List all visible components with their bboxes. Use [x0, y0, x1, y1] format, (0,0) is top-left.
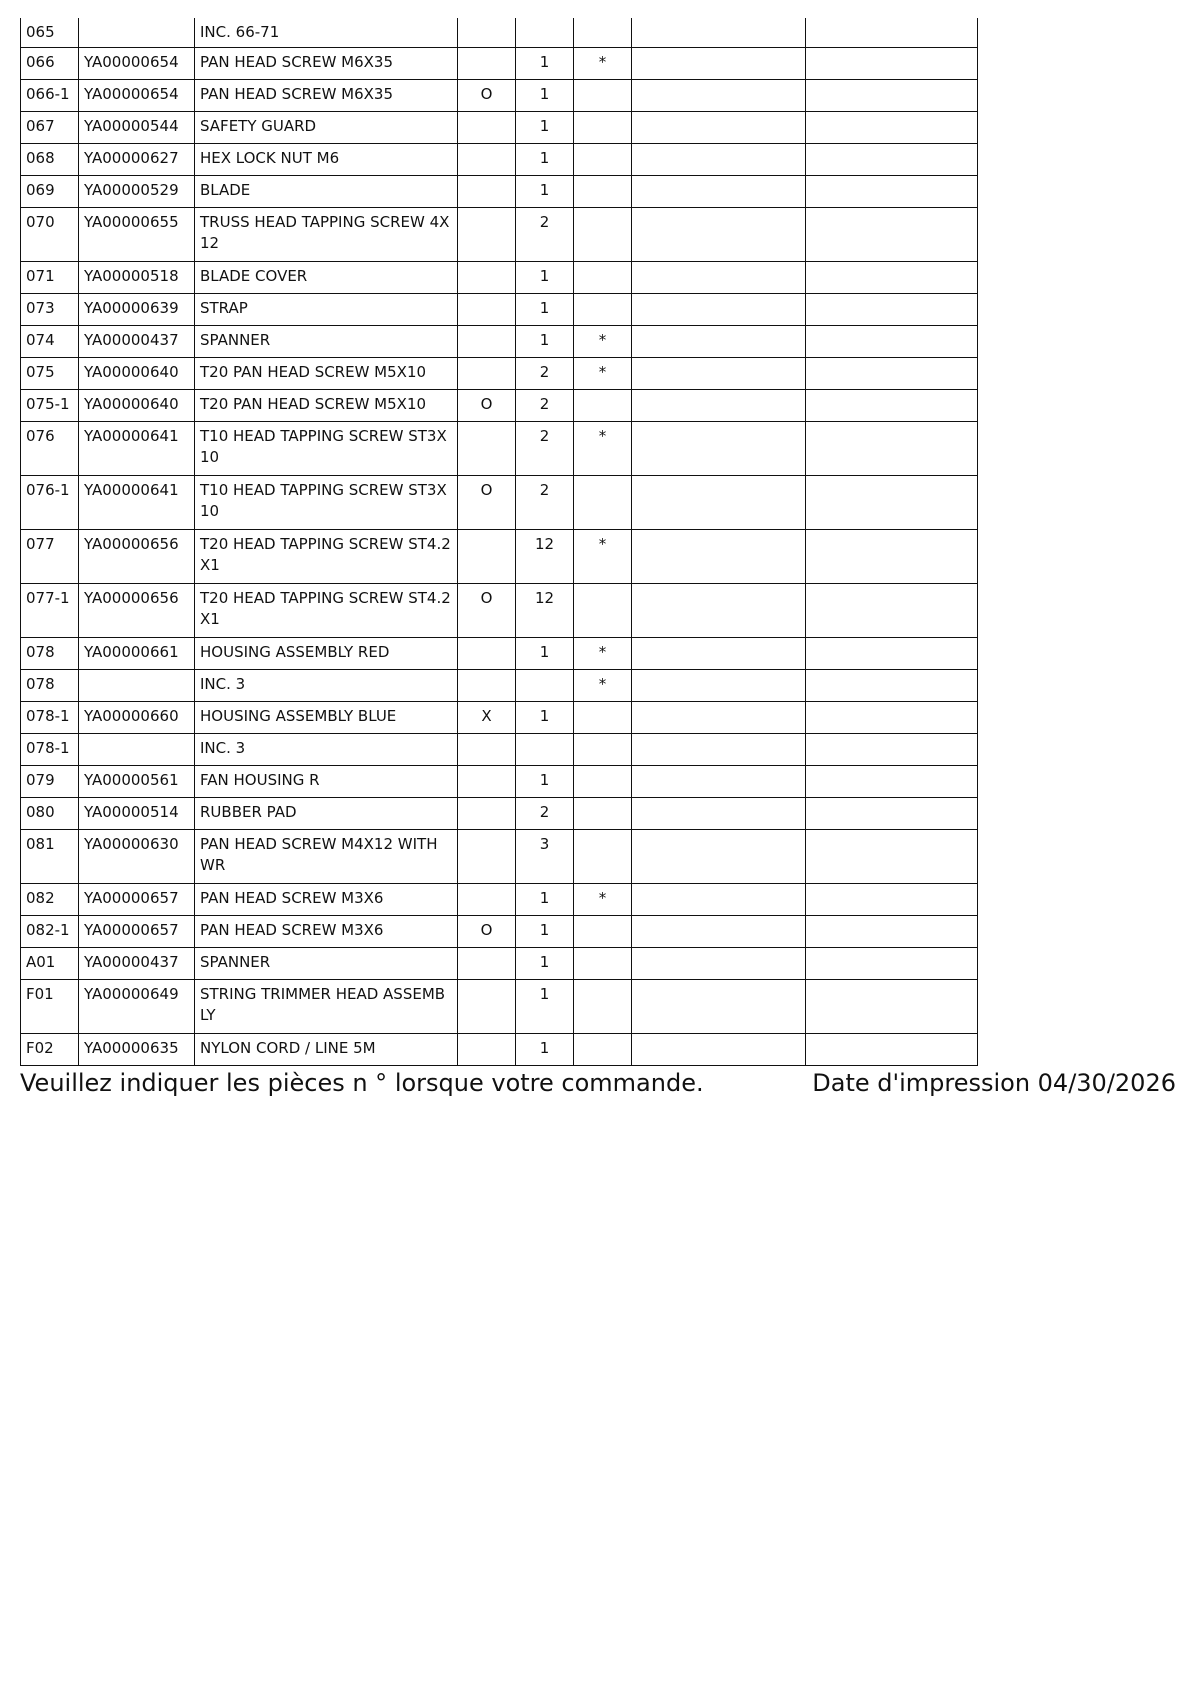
description-cell: T20 PAN HEAD SCREW M5X10 [195, 358, 458, 390]
option-cell [458, 980, 516, 1034]
blank-cell-b [806, 980, 978, 1034]
blank-cell-a [632, 584, 806, 638]
blank-cell-a [632, 358, 806, 390]
blank-cell-b [806, 176, 978, 208]
quantity-cell: 1 [516, 916, 574, 948]
quantity-cell [516, 734, 574, 766]
table-row [21, 262, 978, 294]
quantity-cell: 1 [516, 262, 574, 294]
order-instruction-note: Veuillez indiquer les pièces n ° lorsque votre commande. [20, 1069, 704, 1097]
blank-cell-b [806, 1034, 978, 1066]
item-number-cell: 066 [21, 48, 79, 80]
mark-cell [574, 294, 632, 326]
option-cell [458, 798, 516, 830]
blank-cell-b [806, 948, 978, 980]
blank-cell-a [632, 262, 806, 294]
blank-cell-a [632, 638, 806, 670]
item-number-cell: 076-1 [21, 476, 79, 530]
description-cell: T10 HEAD TAPPING SCREW ST3X10 [195, 476, 458, 530]
mark-cell [574, 702, 632, 734]
option-cell: O [458, 476, 516, 530]
quantity-cell: 2 [516, 208, 574, 262]
blank-cell-a [632, 884, 806, 916]
blank-cell-a [632, 766, 806, 798]
quantity-cell: 1 [516, 112, 574, 144]
part-number-cell: YA00000518 [79, 262, 195, 294]
part-number-cell: YA00000656 [79, 530, 195, 584]
quantity-cell: 2 [516, 422, 574, 476]
table-row [21, 1034, 978, 1066]
option-cell: O [458, 390, 516, 422]
description-cell: T10 HEAD TAPPING SCREW ST3X10 [195, 422, 458, 476]
blank-cell-a [632, 80, 806, 112]
table-row [21, 530, 978, 584]
item-number-cell: 067 [21, 112, 79, 144]
table-row [21, 584, 978, 638]
blank-cell-b [806, 476, 978, 530]
mark-cell [574, 18, 632, 48]
part-number-cell: YA00000649 [79, 980, 195, 1034]
mark-cell [574, 80, 632, 112]
quantity-cell: 12 [516, 530, 574, 584]
blank-cell-b [806, 326, 978, 358]
part-number-cell: YA00000657 [79, 884, 195, 916]
parts-table [20, 18, 978, 1066]
item-number-cell: 076 [21, 422, 79, 476]
item-number-cell: A01 [21, 948, 79, 980]
item-number-cell: 078-1 [21, 702, 79, 734]
part-number-cell: YA00000544 [79, 112, 195, 144]
part-number-cell: YA00000635 [79, 1034, 195, 1066]
item-number-cell: 082-1 [21, 916, 79, 948]
option-cell [458, 358, 516, 390]
table-row [21, 144, 978, 176]
mark-cell: * [574, 48, 632, 80]
blank-cell-b [806, 830, 978, 884]
option-cell [458, 766, 516, 798]
quantity-cell: 2 [516, 358, 574, 390]
blank-cell-b [806, 294, 978, 326]
item-number-cell: 070 [21, 208, 79, 262]
option-cell: X [458, 702, 516, 734]
blank-cell-a [632, 294, 806, 326]
option-cell [458, 294, 516, 326]
item-number-cell: 078 [21, 638, 79, 670]
blank-cell-a [632, 734, 806, 766]
item-number-cell: 077-1 [21, 584, 79, 638]
mark-cell [574, 948, 632, 980]
part-number-cell: YA00000641 [79, 476, 195, 530]
blank-cell-b [806, 798, 978, 830]
blank-cell-b [806, 112, 978, 144]
item-number-cell: 078-1 [21, 734, 79, 766]
part-number-cell: YA00000630 [79, 830, 195, 884]
blank-cell-a [632, 112, 806, 144]
blank-cell-a [632, 948, 806, 980]
item-number-cell: 073 [21, 294, 79, 326]
part-number-cell: YA00000657 [79, 916, 195, 948]
option-cell [458, 884, 516, 916]
quantity-cell: 1 [516, 48, 574, 80]
blank-cell-b [806, 422, 978, 476]
mark-cell [574, 980, 632, 1034]
blank-cell-b [806, 358, 978, 390]
blank-cell-a [632, 1034, 806, 1066]
blank-cell-b [806, 884, 978, 916]
mark-cell: * [574, 670, 632, 702]
blank-cell-a [632, 798, 806, 830]
mark-cell [574, 734, 632, 766]
table-row [21, 176, 978, 208]
part-number-cell [79, 734, 195, 766]
quantity-cell: 2 [516, 476, 574, 530]
part-number-cell: YA00000640 [79, 390, 195, 422]
blank-cell-a [632, 326, 806, 358]
part-number-cell: YA00000640 [79, 358, 195, 390]
blank-cell-b [806, 766, 978, 798]
blank-cell-b [806, 390, 978, 422]
part-number-cell: YA00000641 [79, 422, 195, 476]
table-row [21, 80, 978, 112]
mark-cell [574, 390, 632, 422]
item-number-cell: F01 [21, 980, 79, 1034]
blank-cell-a [632, 530, 806, 584]
description-cell: T20 HEAD TAPPING SCREW ST4.2X1 [195, 584, 458, 638]
item-number-cell: 081 [21, 830, 79, 884]
table-row [21, 422, 978, 476]
table-row [21, 766, 978, 798]
quantity-cell: 1 [516, 144, 574, 176]
description-cell: T20 PAN HEAD SCREW M5X10 [195, 390, 458, 422]
mark-cell [574, 476, 632, 530]
option-cell: O [458, 916, 516, 948]
option-cell [458, 176, 516, 208]
option-cell [458, 1034, 516, 1066]
blank-cell-b [806, 48, 978, 80]
description-cell: INC. 66-71 [195, 18, 458, 48]
mark-cell: * [574, 422, 632, 476]
mark-cell: * [574, 326, 632, 358]
option-cell [458, 422, 516, 476]
description-cell: PAN HEAD SCREW M4X12 WITH WR [195, 830, 458, 884]
blank-cell-b [806, 702, 978, 734]
quantity-cell: 1 [516, 766, 574, 798]
part-number-cell [79, 670, 195, 702]
option-cell [458, 670, 516, 702]
quantity-cell: 1 [516, 638, 574, 670]
quantity-cell: 3 [516, 830, 574, 884]
option-cell [458, 734, 516, 766]
description-cell: INC. 3 [195, 670, 458, 702]
blank-cell-a [632, 48, 806, 80]
table-row [21, 390, 978, 422]
item-number-cell: 080 [21, 798, 79, 830]
description-cell: SPANNER [195, 948, 458, 980]
table-row [21, 294, 978, 326]
description-cell: RUBBER PAD [195, 798, 458, 830]
description-cell: PAN HEAD SCREW M3X6 [195, 916, 458, 948]
description-cell: HOUSING ASSEMBLY BLUE [195, 702, 458, 734]
part-number-cell: YA00000561 [79, 766, 195, 798]
blank-cell-b [806, 530, 978, 584]
mark-cell: * [574, 530, 632, 584]
option-cell [458, 144, 516, 176]
quantity-cell [516, 18, 574, 48]
description-cell: BLADE [195, 176, 458, 208]
option-cell [458, 48, 516, 80]
mark-cell [574, 916, 632, 948]
blank-cell-a [632, 390, 806, 422]
option-cell [458, 112, 516, 144]
blank-cell-b [806, 916, 978, 948]
table-row [21, 702, 978, 734]
part-number-cell: YA00000655 [79, 208, 195, 262]
print-date: Date d'impression 04/30/2026 [812, 1069, 1176, 1097]
blank-cell-b [806, 584, 978, 638]
quantity-cell: 1 [516, 294, 574, 326]
option-cell [458, 208, 516, 262]
table-row [21, 18, 978, 48]
description-cell: PAN HEAD SCREW M6X35 [195, 80, 458, 112]
table-row [21, 798, 978, 830]
part-number-cell [79, 18, 195, 48]
description-cell: HOUSING ASSEMBLY RED [195, 638, 458, 670]
mark-cell [574, 176, 632, 208]
quantity-cell: 12 [516, 584, 574, 638]
description-cell: STRING TRIMMER HEAD ASSEMBLY [195, 980, 458, 1034]
option-cell [458, 830, 516, 884]
blank-cell-b [806, 670, 978, 702]
blank-cell-b [806, 734, 978, 766]
quantity-cell: 1 [516, 176, 574, 208]
table-row [21, 734, 978, 766]
description-cell: NYLON CORD / LINE 5M [195, 1034, 458, 1066]
mark-cell [574, 798, 632, 830]
quantity-cell: 1 [516, 884, 574, 916]
blank-cell-a [632, 916, 806, 948]
mark-cell [574, 766, 632, 798]
part-number-cell: YA00000654 [79, 80, 195, 112]
mark-cell [574, 262, 632, 294]
option-cell [458, 530, 516, 584]
table-row [21, 980, 978, 1034]
option-cell: O [458, 80, 516, 112]
blank-cell-b [806, 80, 978, 112]
blank-cell-b [806, 144, 978, 176]
item-number-cell: 069 [21, 176, 79, 208]
blank-cell-a [632, 476, 806, 530]
description-cell: T20 HEAD TAPPING SCREW ST4.2X1 [195, 530, 458, 584]
part-number-cell: YA00000529 [79, 176, 195, 208]
quantity-cell: 1 [516, 326, 574, 358]
option-cell [458, 948, 516, 980]
blank-cell-a [632, 980, 806, 1034]
item-number-cell: 075-1 [21, 390, 79, 422]
quantity-cell: 1 [516, 702, 574, 734]
quantity-cell: 2 [516, 798, 574, 830]
mark-cell [574, 144, 632, 176]
part-number-cell: YA00000514 [79, 798, 195, 830]
mark-cell: * [574, 638, 632, 670]
item-number-cell: 079 [21, 766, 79, 798]
blank-cell-a [632, 144, 806, 176]
description-cell: TRUSS HEAD TAPPING SCREW 4X12 [195, 208, 458, 262]
table-row [21, 884, 978, 916]
part-number-cell: YA00000437 [79, 948, 195, 980]
item-number-cell: 065 [21, 18, 79, 48]
mark-cell [574, 830, 632, 884]
option-cell [458, 18, 516, 48]
mark-cell [574, 584, 632, 638]
description-cell: PAN HEAD SCREW M3X6 [195, 884, 458, 916]
blank-cell-b [806, 208, 978, 262]
part-number-cell: YA00000660 [79, 702, 195, 734]
parts-table-body [21, 18, 978, 1066]
item-number-cell: 078 [21, 670, 79, 702]
table-row [21, 358, 978, 390]
blank-cell-a [632, 422, 806, 476]
quantity-cell: 2 [516, 390, 574, 422]
option-cell [458, 326, 516, 358]
mark-cell [574, 112, 632, 144]
blank-cell-b [806, 638, 978, 670]
blank-cell-a [632, 18, 806, 48]
table-row [21, 112, 978, 144]
description-cell: PAN HEAD SCREW M6X35 [195, 48, 458, 80]
blank-cell-a [632, 208, 806, 262]
item-number-cell: 075 [21, 358, 79, 390]
table-row [21, 208, 978, 262]
table-row [21, 326, 978, 358]
table-row [21, 48, 978, 80]
description-cell: INC. 3 [195, 734, 458, 766]
mark-cell [574, 208, 632, 262]
item-number-cell: F02 [21, 1034, 79, 1066]
quantity-cell [516, 670, 574, 702]
description-cell: BLADE COVER [195, 262, 458, 294]
mark-cell: * [574, 884, 632, 916]
mark-cell [574, 1034, 632, 1066]
blank-cell-b [806, 262, 978, 294]
table-row [21, 476, 978, 530]
quantity-cell: 1 [516, 980, 574, 1034]
blank-cell-b [806, 18, 978, 48]
item-number-cell: 068 [21, 144, 79, 176]
part-number-cell: YA00000654 [79, 48, 195, 80]
option-cell [458, 262, 516, 294]
option-cell [458, 638, 516, 670]
table-row [21, 638, 978, 670]
description-cell: HEX LOCK NUT M6 [195, 144, 458, 176]
table-row [21, 948, 978, 980]
part-number-cell: YA00000639 [79, 294, 195, 326]
item-number-cell: 066-1 [21, 80, 79, 112]
blank-cell-a [632, 670, 806, 702]
description-cell: STRAP [195, 294, 458, 326]
description-cell: FAN HOUSING R [195, 766, 458, 798]
blank-cell-a [632, 702, 806, 734]
quantity-cell: 1 [516, 1034, 574, 1066]
part-number-cell: YA00000661 [79, 638, 195, 670]
quantity-cell: 1 [516, 80, 574, 112]
blank-cell-a [632, 830, 806, 884]
table-row [21, 670, 978, 702]
item-number-cell: 071 [21, 262, 79, 294]
mark-cell: * [574, 358, 632, 390]
blank-cell-a [632, 176, 806, 208]
item-number-cell: 077 [21, 530, 79, 584]
description-cell: SPANNER [195, 326, 458, 358]
description-cell: SAFETY GUARD [195, 112, 458, 144]
table-row [21, 830, 978, 884]
part-number-cell: YA00000627 [79, 144, 195, 176]
option-cell: O [458, 584, 516, 638]
part-number-cell: YA00000437 [79, 326, 195, 358]
part-number-cell: YA00000656 [79, 584, 195, 638]
item-number-cell: 074 [21, 326, 79, 358]
table-row [21, 916, 978, 948]
item-number-cell: 082 [21, 884, 79, 916]
quantity-cell: 1 [516, 948, 574, 980]
